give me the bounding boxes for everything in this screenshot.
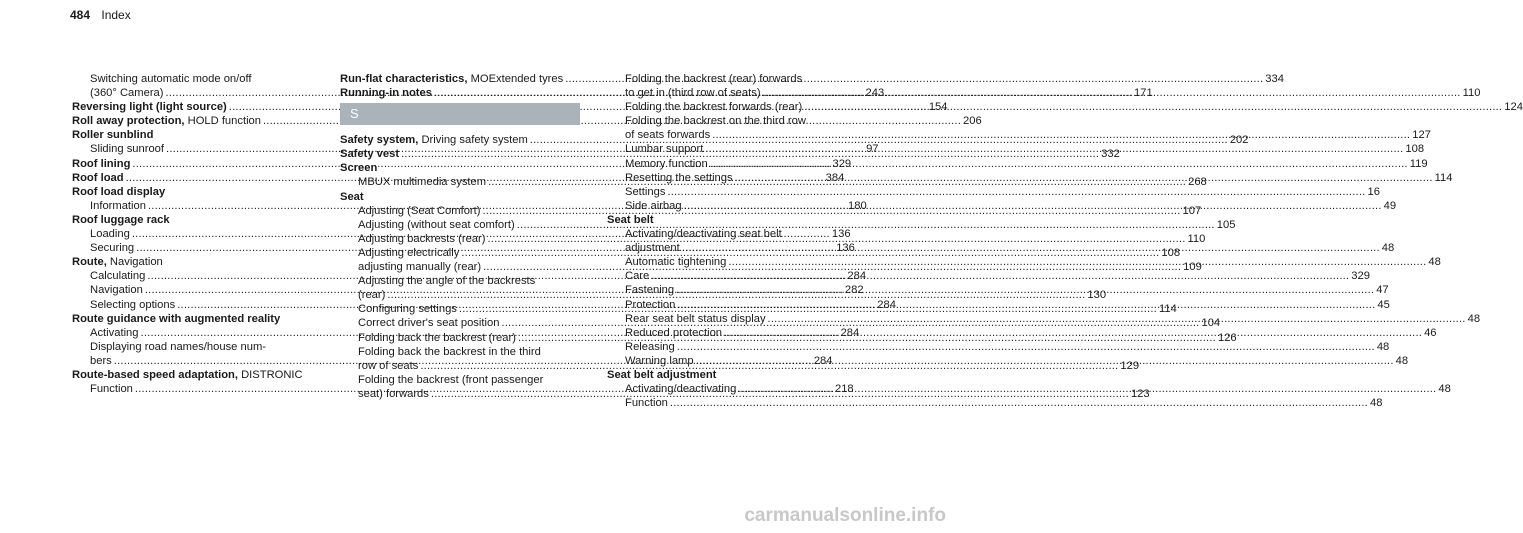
entry-text [90,199,146,213]
entry-detail: Function [625,397,668,410]
page-reference[interactable]: 384 [825,171,845,184]
index-heading [72,185,312,199]
entry-text [625,255,726,269]
entry-detail: Navigation [106,256,163,269]
entry-detail: bers [90,354,112,367]
entry-detail: seat) forwards [358,387,429,400]
entry-text [358,232,485,246]
entry-detail: Activating/deactivating seat belt [625,228,782,241]
entry-detail: Folding the backrest (rear) forwards [625,73,803,85]
page-reference[interactable]: 48 [1428,256,1441,269]
entry-text [625,241,680,255]
entry-detail: Displaying road names/house num- [90,340,266,353]
entry-detail: Securing [90,242,135,255]
page-reference[interactable]: 48 [1376,340,1390,353]
page-reference[interactable]: 243 [865,87,885,100]
index-entry [340,274,580,288]
entry-keyword: Seat belt [607,213,654,226]
entry-text [358,246,459,260]
page-reference[interactable]: 129 [1120,359,1140,372]
page-reference[interactable]: 48 [1467,312,1481,325]
entry-text [625,128,710,142]
leader-dots [670,396,1368,410]
entry-detail: Information [90,199,146,212]
entry-text [625,269,649,283]
page-reference[interactable]: 104 [1201,317,1221,330]
entry-text [340,190,364,204]
page-reference[interactable]: 329 [1351,270,1370,283]
leader-dots [712,128,1410,142]
page-reference[interactable]: 202 [1229,134,1249,147]
entry-text [90,241,134,255]
page-reference[interactable]: 171 [1134,87,1153,100]
entry-text [625,340,675,354]
entry-detail: Settings [625,185,666,198]
index-heading [72,213,312,227]
section-title: Index [101,8,131,22]
page-reference[interactable]: 329 [832,157,852,170]
entry-keyword: Roof luggage rack [72,213,170,226]
entry-keyword: Route, [72,256,107,269]
page-reference[interactable]: 108 [1405,143,1425,156]
entry-text [358,316,499,330]
index-heading [72,128,312,142]
entry-text [625,354,694,368]
entry-text [72,128,153,142]
entry-detail: Adjusting the angle of the backrests [358,275,536,288]
entry-keyword: Roof load [72,171,124,184]
entry-text [90,326,139,340]
entry-keyword: Route-based speed adaptation, [72,368,238,381]
entry-keyword: Route guidance with augmented reality [72,312,281,325]
entry-detail: Automatic tightening [625,256,727,269]
index-heading [607,213,847,227]
leader-dots [684,199,1382,213]
leader-dots [676,283,1374,297]
entry-text [358,387,429,401]
page-reference[interactable]: 109 [1183,261,1202,274]
entry-detail: Memory function [625,157,708,170]
leader-dots [667,185,1365,199]
section-letter: S [340,103,580,125]
entry-detail: Navigation [90,284,143,297]
page-reference[interactable]: 48 [1381,242,1395,255]
entry-detail: Protection [625,298,676,311]
page-reference[interactable]: 105 [1216,218,1236,231]
entry-text [625,142,703,156]
entry-detail: Fastening [625,284,675,297]
entry-text [72,171,124,185]
entry-detail: MOExtended tyres [467,73,564,85]
entry-detail: Care [625,270,650,283]
page-reference[interactable]: 49 [1383,199,1397,212]
entry-keyword: Roller sunblind [72,129,154,142]
entry-text [625,72,802,86]
entry-detail: Adjusting (Seat Comfort) [358,204,481,217]
index-heading [340,190,580,204]
entry-detail: Folding back the backrest in the third [358,345,541,358]
entry-text [90,142,164,156]
page-reference[interactable]: 284 [877,298,896,311]
page-reference[interactable]: 46 [1424,326,1437,339]
leader-dots [724,326,1422,340]
index-heading [340,161,580,175]
leader-dots [705,142,1403,156]
page-number: 484 [70,8,91,22]
entry-detail: Lumbar support [625,143,704,156]
page-reference[interactable]: 130 [1087,289,1107,302]
entry-text [72,185,165,199]
entry-detail: Configuring settings [358,303,457,316]
entry-text [625,312,766,326]
entry-keyword: Seat [340,190,364,203]
index-heading [607,368,847,382]
page-reference[interactable]: 136 [836,242,855,255]
leader-dots [651,269,1349,283]
entry-text [72,312,280,326]
entry-detail: Adjusting electrically [358,246,460,259]
entry-text [625,100,802,114]
entry-text [72,114,261,128]
entry-text [625,283,674,297]
entry-detail: Correct driver's seat position [358,317,500,330]
entry-detail: Folding the backrest forwards (rear) [625,101,803,114]
entry-detail: adjustment [625,242,680,255]
entry-keyword: Reversing light (light source) [72,101,227,114]
index-entry [607,114,847,128]
page-reference[interactable]: 45 [1377,298,1390,311]
entry-keyword: Roof lining [72,157,131,170]
page-reference[interactable]: 110 [1462,87,1481,100]
page-reference[interactable]: 114 [1434,171,1453,184]
page-reference[interactable]: 48 [1369,397,1383,410]
entry-detail: Sliding sunroof [90,143,165,156]
entry-detail: (360° Camera) [90,87,164,100]
entry-detail: row of seats [358,359,419,372]
entry-keyword: Roof load display [72,185,166,198]
entry-text [340,72,563,86]
entry-text [90,382,133,396]
entry-text [625,382,736,396]
entry-detail: Adjusting (without seat comfort) [358,218,515,231]
leader-dots [682,241,1380,255]
page-reference[interactable]: 124 [1504,101,1523,114]
entry-text [72,100,227,114]
entry-keyword: Safety vest [340,148,400,161]
leader-dots [710,157,1408,171]
page-reference[interactable]: 107 [1182,204,1202,217]
page-reference[interactable]: 48 [1438,383,1451,396]
entry-text [625,86,761,100]
entry-text [607,213,654,227]
entry-text [625,326,722,340]
entry-text [358,274,535,288]
entry-text [340,86,432,100]
entry-text [358,288,385,302]
entry-text [358,218,515,232]
page-reference[interactable]: 284 [847,270,867,283]
entry-text [358,373,543,387]
entry-detail: Folding the backrest on the third row [625,115,806,128]
index-entry [607,185,1380,199]
entry-text [72,368,303,382]
page-reference[interactable]: 97 [866,143,879,156]
page-reference[interactable]: 48 [1395,354,1409,367]
entry-text [358,302,457,316]
page-reference[interactable]: 180 [848,199,867,212]
entry-detail: Rear seat belt status display [625,312,766,325]
index-entry [607,227,847,241]
entry-detail: Folding the backrest (front passenger [358,373,544,386]
leader-dots [804,100,1502,114]
entry-text [625,114,806,128]
page-reference[interactable]: 119 [1409,157,1428,170]
entry-text [340,147,399,161]
index-entry [607,157,1428,171]
index-heading [72,368,312,382]
entry-detail: DISTRONIC [237,368,303,381]
entry-text [358,175,486,189]
index-entry [72,72,312,86]
page-reference[interactable]: 268 [1188,176,1207,189]
leader-dots [735,171,1433,185]
index-entry [72,340,312,354]
entry-detail: Activating/deactivating [625,383,737,396]
entry-text [625,227,782,241]
index-entry [340,345,580,359]
entry-detail: Activating [90,326,139,339]
page-reference[interactable]: 282 [844,284,864,297]
entry-text [72,255,163,269]
watermark: carmanualsonline.info [744,505,946,526]
entry-text [358,331,516,345]
index-heading [72,312,312,326]
entry-detail: Selecting options [90,298,176,311]
page-reference[interactable]: 123 [1130,387,1150,400]
entry-text [625,157,708,171]
page-reference[interactable]: 127 [1412,129,1431,142]
entry-keyword: Seat belt adjustment [607,368,717,381]
page-header [70,8,131,22]
page-reference[interactable]: 16 [1367,185,1380,198]
page-reference[interactable]: 108 [1161,246,1181,259]
entry-detail: Warning lamp [625,354,694,367]
page-reference[interactable]: 47 [1376,284,1389,297]
entry-detail: Adjusting backrests (rear) [358,232,486,245]
leader-dots [768,312,1466,326]
leader-dots [763,86,1461,100]
entry-text [90,86,164,100]
page-reference[interactable]: 218 [834,383,854,396]
entry-keyword: Screen [340,162,378,175]
index-heading [72,255,312,269]
index-entry [340,373,580,387]
page-reference[interactable]: 114 [1158,303,1177,316]
entry-detail: to get in (third row of seats) [625,87,761,100]
entry-text [90,227,130,241]
entry-detail: Resetting the settings [625,171,733,184]
index-entry [607,340,1390,354]
entry-text [358,260,481,274]
entry-text [72,157,130,171]
page-reference[interactable]: 126 [1217,331,1237,344]
entry-text [90,340,266,354]
entry-text [90,354,112,368]
entry-text [72,213,170,227]
page-reference[interactable]: 110 [1187,232,1206,245]
entry-keyword: Running-in notes [340,87,432,100]
leader-dots [696,354,1394,368]
leader-dots [728,255,1426,269]
entry-text [340,133,528,147]
entry-detail: Calculating [90,270,146,283]
entry-detail: Side airbag [625,199,682,212]
entry-detail: Loading [90,228,130,241]
page-reference[interactable]: 284 [840,326,860,339]
leader-dots [738,382,1436,396]
entry-text [625,171,733,185]
entry-detail: Switching automatic mode on/off [90,73,252,85]
entry-keyword: Roll away protection, [72,115,185,128]
entry-text [90,283,143,297]
entry-detail: adjusting manually (rear) [358,261,482,274]
page-reference[interactable]: 332 [1101,148,1120,161]
entry-text [607,368,716,382]
entry-detail: MBUX multimedia system [358,176,487,189]
entry-detail: Reduced protection [625,326,723,339]
entry-text [625,396,668,410]
entry-text [358,359,418,373]
entry-text [625,298,675,312]
entry-text [358,345,541,359]
entry-detail: Folding back the backrest (rear) [358,331,516,344]
index-entry [607,72,847,86]
index-entry [607,396,1383,410]
page-reference[interactable]: 136 [831,228,851,241]
leader-dots [677,298,1375,312]
page-reference[interactable]: 284 [813,354,833,367]
entry-text [340,161,377,175]
entry-detail: Driving safety system [418,134,528,147]
entry-text [90,298,175,312]
entry-text [90,72,251,86]
page-reference[interactable]: 334 [1265,73,1284,85]
entry-text [625,185,665,199]
entry-detail: (rear) [358,289,386,302]
entry-detail: of seats forwards [625,129,711,142]
entry-keyword: Safety system, [340,134,419,147]
entry-text [625,199,682,213]
entry-detail: HOLD function [184,115,261,128]
page-reference[interactable]: 154 [928,101,948,114]
entry-text [358,204,481,218]
page-reference[interactable]: 206 [963,115,982,128]
entry-detail: Function [90,383,133,396]
entry-detail: Releasing [625,340,675,353]
entry-text [90,269,145,283]
leader-dots [677,340,1375,354]
entry-keyword: Run-flat characteristics, [340,73,468,85]
